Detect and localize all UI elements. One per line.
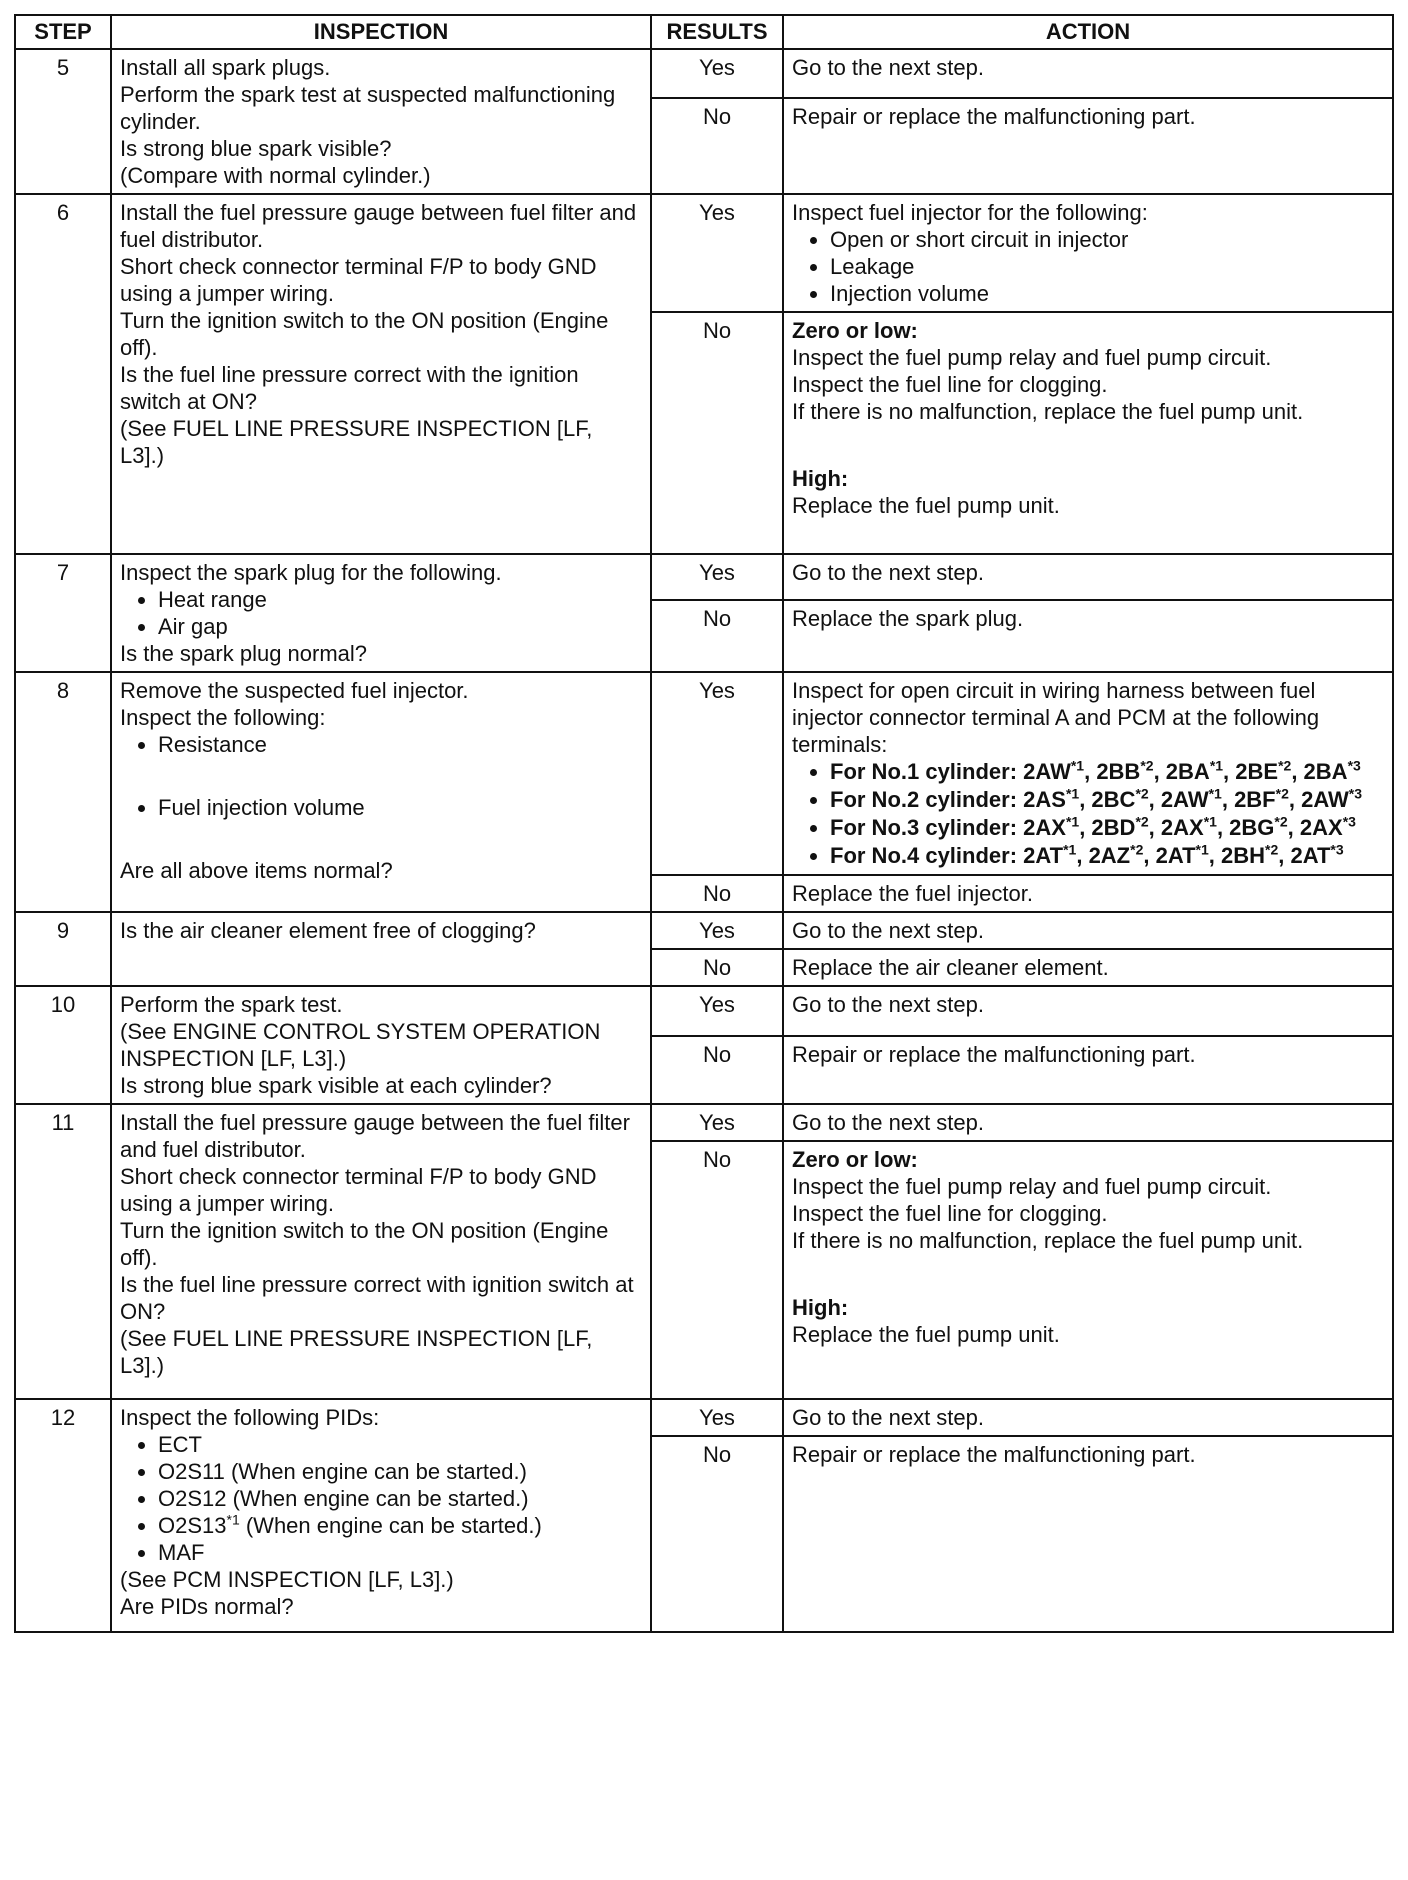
terminal: 2AW — [1160, 787, 1209, 812]
spacer — [120, 758, 642, 794]
condition-heading: Zero or low: — [792, 1147, 918, 1172]
action-no: Replace the spark plug. — [783, 600, 1393, 672]
inspection-line: Is the spark plug normal? — [120, 641, 368, 666]
footnote-mark: *1 — [1195, 841, 1209, 858]
step-6-number: 6 — [15, 194, 111, 554]
condition-heading: High: — [792, 466, 849, 491]
step-5-number: 5 — [15, 49, 111, 194]
footnote-mark: *1 — [1063, 841, 1077, 858]
step-9-number: 9 — [15, 912, 111, 986]
terminal: 2BE — [1235, 759, 1279, 784]
bullet-item: • ECT — [158, 1431, 642, 1458]
step-11-yes-row — [15, 1104, 1393, 1141]
footnote-mark: *3 — [1347, 757, 1361, 774]
inspection-line: Turn the ignition switch to the ON position (Engine off). — [120, 308, 609, 360]
inspection-line: Inspect the spark plug for the following. — [120, 560, 502, 585]
bullet-item: • O2S12 (When engine can be started.) — [158, 1485, 642, 1512]
inspection-line: Perform the spark test at suspected malfunctioning cylinder. — [120, 82, 616, 134]
terminal: 2BA — [1303, 759, 1348, 784]
inspection-line: Are all above items normal? — [120, 858, 393, 883]
footnote-mark: *1 — [1065, 813, 1080, 830]
footnote-mark: *3 — [1330, 841, 1344, 858]
header-row — [15, 15, 1393, 49]
bullet-item — [158, 1512, 642, 1539]
action-line: Inspect the fuel line for clogging. — [792, 1201, 1108, 1226]
inspection-line: Remove the suspected fuel injector. — [120, 678, 469, 703]
bullet-item: • MAF — [158, 1539, 642, 1566]
cylinder-item: • For No.3 cylinder: 2AX$^{*1}$, 2BD$^{*2}$, 2AX$^{*1}$, 2BG$^{*2}$, 2AX$^{*3}$ — [830, 814, 1384, 842]
header-step: STEP — [15, 15, 111, 49]
terminal: 2AX — [1160, 815, 1204, 840]
action-line: Inspect for open circuit in wiring harness between fuel injector connector terminal A and PCM at the following terminals: — [792, 678, 1320, 757]
inspection-line: Is the fuel line pressure correct with the ignition switch at ON? — [120, 362, 579, 414]
footnote-mark: *1 — [226, 1511, 240, 1528]
step-10-number: 10 — [15, 986, 111, 1104]
cylinder-item: • For No.1 cylinder: 2AW$^{*1}$, 2BB$^{*2}$, 2BA$^{*1}$, 2BE$^{*2}$, 2BA$^{*3}$ — [830, 758, 1384, 786]
cylinder-label: For No.3 cylinder: — [830, 815, 1024, 840]
header-results: RESULTS — [651, 15, 783, 49]
step-8-number: 8 — [15, 672, 111, 912]
step-5-inspection — [111, 49, 651, 194]
pid-note: (When engine can be started.) — [239, 1513, 542, 1538]
inspection-line: Are PIDs normal? — [120, 1594, 294, 1619]
step-7-yes-row — [15, 554, 1393, 600]
bullet-item: • Leakage — [830, 253, 1384, 280]
action-yes — [783, 672, 1393, 875]
footnote-mark: *2 — [1274, 813, 1288, 830]
header-inspection: INSPECTION — [111, 15, 651, 49]
footnote-mark: *1 — [1209, 757, 1224, 774]
action-line: Replace the fuel pump unit. — [792, 493, 1060, 518]
action-no: Repair or replace the malfunctioning part. — [783, 1436, 1393, 1632]
terminal: 2AW — [1301, 787, 1349, 812]
result-yes: Yes — [651, 672, 783, 875]
inspection-line: Is strong blue spark visible? — [120, 136, 392, 161]
footnote-mark: *2 — [1135, 813, 1149, 830]
inspection-line: (See FUEL LINE PRESSURE INSPECTION [LF, L3].) — [120, 1326, 593, 1378]
bullet-list — [120, 731, 642, 758]
action-no — [783, 1141, 1393, 1399]
inspection-line: Install all spark plugs. — [120, 55, 331, 80]
step-10-yes-row — [15, 986, 1393, 1036]
footnote-mark: *3 — [1348, 785, 1363, 802]
inspection-line: (Compare with normal cylinder.) — [120, 163, 431, 188]
step-12-number: 12 — [15, 1399, 111, 1632]
step-7-number: 7 — [15, 554, 111, 672]
cylinder-list — [792, 758, 1384, 870]
cylinder-item: • For No.2 cylinder: 2AS$^{*1}$, 2BC$^{*2}$, 2AW$^{*1}$, 2BF$^{*2}$, 2AW$^{*3}$ — [830, 786, 1384, 814]
footnote-mark: *2 — [1135, 785, 1149, 802]
footnote-mark: *1 — [1203, 813, 1217, 830]
bullet-list — [120, 1431, 642, 1566]
action-yes: Go to the next step. — [783, 554, 1393, 600]
footnote-mark: *2 — [1130, 841, 1144, 858]
terminal: 2AS — [1023, 787, 1066, 812]
bullet-item: • Heat range — [158, 586, 642, 613]
action-yes: Go to the next step. — [783, 1399, 1393, 1436]
footnote-mark: *1 — [1208, 785, 1222, 802]
cylinder-label: For No.4 cylinder: — [830, 843, 1024, 868]
result-yes: Yes — [651, 1399, 783, 1436]
action-line: If there is no malfunction, replace the fuel pump unit. — [792, 399, 1304, 424]
terminal: 2BA — [1165, 759, 1210, 784]
result-yes: Yes — [651, 49, 783, 98]
footnote-mark: *3 — [1342, 813, 1356, 830]
footnote-mark: *1 — [1070, 757, 1085, 774]
step-9-inspection: Is the air cleaner element free of clogging? — [111, 912, 651, 986]
cylinder-label: For No.2 cylinder: — [830, 787, 1024, 812]
action-line: Inspect fuel injector for the following: — [792, 200, 1148, 225]
condition-heading: Zero or low: — [792, 318, 918, 343]
inspection-line: Inspect the following: — [120, 705, 326, 730]
step-12-inspection — [111, 1399, 651, 1632]
cylinder-label: For No.1 cylinder: — [830, 759, 1024, 784]
action-line: Inspect the fuel pump relay and fuel pump circuit. — [792, 345, 1272, 370]
result-no: No — [651, 1436, 783, 1632]
bullet-item: • Air gap — [158, 613, 642, 640]
bullet-item: • O2S11 (When engine can be started.) — [158, 1458, 642, 1485]
result-no: No — [651, 312, 783, 554]
bullet-item: • Fuel injection volume — [158, 794, 642, 821]
action-line: Inspect the fuel pump relay and fuel pump circuit. — [792, 1174, 1272, 1199]
footnote-mark: *2 — [1275, 785, 1289, 802]
inspection-line: Turn the ignition switch to the ON position (Engine off). — [120, 1218, 609, 1270]
bullet-item: • Injection volume — [830, 280, 1384, 307]
step-11-number: 11 — [15, 1104, 111, 1399]
step-6-inspection — [111, 194, 651, 554]
result-no: No — [651, 98, 783, 194]
terminal: 2BB — [1096, 759, 1141, 784]
inspection-line: Install the fuel pressure gauge between fuel filter and fuel distributor. — [120, 200, 637, 252]
inspection-line: Install the fuel pressure gauge between the fuel filter and fuel distributor. — [120, 1110, 630, 1162]
pid-name: O2S13 — [158, 1513, 227, 1538]
result-no: No — [651, 1036, 783, 1104]
spacer — [792, 1254, 1384, 1294]
inspection-line: (See ENGINE CONTROL SYSTEM OPERATION INSPECTION [LF, L3].) — [120, 1019, 601, 1071]
result-no: No — [651, 1141, 783, 1399]
inspection-line: Is the fuel line pressure correct with ignition switch at ON? — [120, 1272, 634, 1324]
inspection-line: (See FUEL LINE PRESSURE INSPECTION [LF, L3].) — [120, 416, 593, 468]
terminal: 2AW — [1023, 759, 1071, 784]
terminal: 2BF — [1234, 787, 1276, 812]
step-6-yes-row — [15, 194, 1393, 312]
step-10-inspection — [111, 986, 651, 1104]
step-8-inspection — [111, 672, 651, 912]
inspection-line: (See PCM INSPECTION [LF, L3].) — [120, 1567, 454, 1592]
bullet-list — [792, 226, 1384, 307]
terminal: 2AX — [1299, 815, 1343, 840]
footnote-mark: *2 — [1278, 757, 1292, 774]
condition-heading: High: — [792, 1295, 849, 1320]
terminal: 2AZ — [1088, 843, 1131, 868]
terminal: 2AT — [1023, 843, 1064, 868]
footnote-mark: *1 — [1065, 785, 1080, 802]
step-9-yes-row — [15, 912, 1393, 949]
action-no: Repair or replace the malfunctioning part. — [783, 98, 1393, 194]
terminal: 2AX — [1023, 815, 1066, 840]
action-no: Repair or replace the malfunctioning part. — [783, 1036, 1393, 1104]
result-no: No — [651, 875, 783, 912]
result-yes: Yes — [651, 1104, 783, 1141]
bullet-list — [120, 586, 642, 640]
diagnostic-table — [14, 14, 1394, 1633]
inspection-line: Inspect the following PIDs: — [120, 1405, 380, 1430]
header-action: ACTION — [783, 15, 1393, 49]
bullet-list — [120, 794, 642, 821]
action-no — [783, 312, 1393, 554]
action-yes: Go to the next step. — [783, 912, 1393, 949]
terminal: 2BD — [1091, 815, 1136, 840]
action-yes — [783, 194, 1393, 312]
spacer — [120, 821, 642, 857]
cylinder-item: • For No.4 cylinder: 2AT$^{*1}$, 2AZ$^{*2}$, 2AT$^{*1}$, 2BH$^{*2}$, 2AT$^{*3}$ — [830, 842, 1384, 870]
action-yes: Go to the next step. — [783, 49, 1393, 98]
result-yes: Yes — [651, 194, 783, 312]
result-yes: Yes — [651, 554, 783, 600]
action-no: Replace the fuel injector. — [783, 875, 1393, 912]
terminal: 2BH — [1221, 843, 1266, 868]
step-11-inspection — [111, 1104, 651, 1399]
action-line: If there is no malfunction, replace the fuel pump unit. — [792, 1228, 1304, 1253]
result-no: No — [651, 600, 783, 672]
spacer — [792, 425, 1384, 465]
footnote-mark: *2 — [1265, 841, 1279, 858]
bullet-item: • Resistance — [158, 731, 642, 758]
result-no: No — [651, 949, 783, 986]
inspection-line: Short check connector terminal F/P to body GND using a jumper wiring. — [120, 1164, 597, 1216]
terminal: 2BG — [1229, 815, 1275, 840]
step-7-inspection — [111, 554, 651, 672]
result-yes: Yes — [651, 986, 783, 1036]
action-yes: Go to the next step. — [783, 986, 1393, 1036]
inspection-line: Is strong blue spark visible at each cylinder? — [120, 1073, 552, 1098]
action-no: Replace the air cleaner element. — [783, 949, 1393, 986]
step-5-yes-row — [15, 49, 1393, 98]
step-8-yes-row — [15, 672, 1393, 875]
action-line: Inspect the fuel line for clogging. — [792, 372, 1108, 397]
step-12-yes-row — [15, 1399, 1393, 1436]
terminal: 2AT — [1155, 843, 1196, 868]
footnote-mark: *2 — [1140, 757, 1154, 774]
action-yes: Go to the next step. — [783, 1104, 1393, 1141]
terminal: 2AT — [1290, 843, 1331, 868]
inspection-line: Perform the spark test. — [120, 992, 343, 1017]
terminal: 2BC — [1091, 787, 1136, 812]
result-yes: Yes — [651, 912, 783, 949]
bullet-item: • Open or short circuit in injector — [830, 226, 1384, 253]
inspection-line: Short check connector terminal F/P to body GND using a jumper wiring. — [120, 254, 597, 306]
action-line: Replace the fuel pump unit. — [792, 1322, 1060, 1347]
